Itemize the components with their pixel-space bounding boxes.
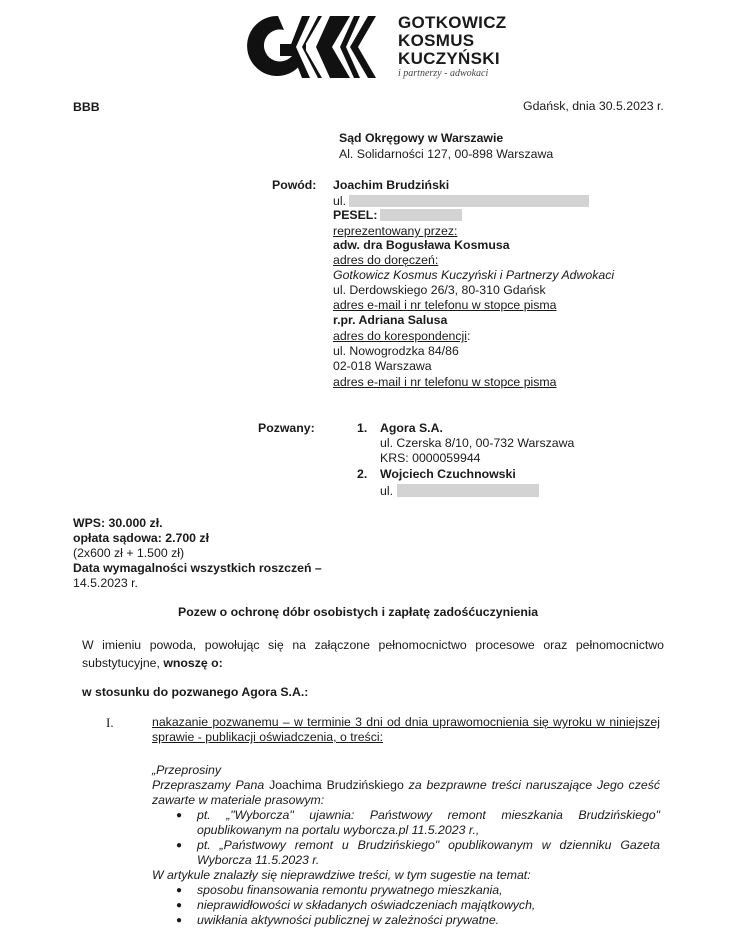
court-fee: opłata sądowa: 2.700 zł [73,531,209,545]
defendant-2-street: ul. [380,484,393,498]
footer-note-1: adres e-mail i nr telefonu w stopce pisma [333,298,557,312]
quote-paragraph-2: W artykule znalazły się nieprawdziwe treści, w tym sugestie na temat: [152,868,531,882]
correspondence-street: ul. Nowogrodzka 84/86 [333,344,459,358]
defendant-1-number: 1. [357,421,368,435]
intro-text: W imieniu powoda, powołując się na załączone pełnomocnictwo procesowe oraz pełnomocnictwo substytucyjne, [82,638,664,670]
quote-bullet-5: uwikłania aktywności publicznej w zależności prywatne. [197,913,500,927]
case-reference: BBB [73,100,100,114]
represented-by: reprezentowany przez: [333,224,458,238]
quote-bullet-1: pt. „"Wyborcza" ujawnia: Państwowy remont mieszkania Brudzińskiego" opublikowanym na portalu wyborcza.pl 11.5.2023 r., [197,808,660,837]
correspondence-city: 02-018 Warszawa [333,359,432,373]
bullet-5-marker: ● [176,915,183,926]
correspondence-colon: : [467,329,471,343]
quote-paragraph-1 [152,778,660,808]
defendant-1-name: Agora S.A. [380,421,443,435]
place-date: Gdańsk, dnia 30.5.2023 r. [523,99,664,113]
court-name: Sąd Okręgowy w Warszawie [339,131,504,145]
bullet-4-marker: ● [176,900,183,911]
quote-p1-name: Joachima Brudzińskiego [269,778,404,792]
attorney-1: adw. dra Bogusława Kosmusa [333,238,510,252]
item-1-text: nakazanie pozwanemu – w terminie 3 dni od dnia uprawomocnienia się wyroku w niniejszej sprawie - publikacji oświadczenia, o treści: [152,715,660,744]
defendant-1-address: ul. Czerska 8/10, 00-732 Warszawa [380,436,575,450]
redacted-defendant-address [397,484,539,497]
redacted-pesel [380,209,462,221]
logo-firm-line1: GOTKOWICZ [398,13,507,32]
document-title: Pozew o ochronę dóbr osobistych i zapłatę zadośćuczynienia [178,605,539,619]
bullet-3-marker: ● [176,885,183,896]
fee-calculation: (2x600 zł + 1.500 zł) [73,546,185,560]
logo-firm-line2: KOSMUS [398,31,475,50]
wps-value: WPS: 30.000 zł. [73,516,163,530]
due-date: 14.5.2023 r. [73,576,138,590]
correspondence-label-row [333,329,470,343]
delivery-address-label: adres do doręczeń: [333,253,439,267]
logo-firm-subtitle: i partnerzy - adwokaci [398,68,489,79]
plaintiff-street: ul. [333,194,346,208]
quote-p1-post: za bezprawne treści naruszające Jego cześć zawarte w materiale prasowym: [152,778,660,807]
plaintiff-label: Powód: [272,178,317,192]
court-address: Al. Solidarności 127, 00-898 Warszawa [339,147,554,161]
intro-request: wnoszę o: [163,656,223,670]
law-firm-name: Gotkowicz Kosmus Kuczyński i Partnerzy Adwokaci [333,268,615,282]
attorney-2: r.pr. Adriana Salusa [333,313,448,327]
defendant-label: Pozwany: [258,421,315,435]
pesel-label: PESEL: [333,208,378,222]
quote-bullet-2: pt. „Państwowy remont u Brudzińskiego" opublikowanym w dzienniku Gazeta Wyborcza 11.5.2023 r. [197,838,660,867]
logo-firm-line3: KUCZYŃSKI [398,49,500,68]
footer-note-2: adres e-mail i nr telefonu w stopce pisma [333,375,557,389]
quote-open: „Przeprosiny [152,763,222,777]
law-firm-address: ul. Derdowskiego 26/3, 80-310 Gdańsk [333,283,546,297]
intro-paragraph [82,636,664,672]
defendant-2-number: 2. [357,467,368,481]
plaintiff-name: Joachim Brudziński [333,178,450,192]
quote-p1-pre: Przepraszamy Pana [152,778,270,792]
defendant-1-krs: KRS: 0000059944 [380,451,481,465]
redacted-street [349,195,589,207]
correspondence-label: adres do korespondencji [333,329,467,343]
item-1-number: I. [106,715,114,730]
due-date-label: Data wymagalności wszystkich roszczeń – [73,561,322,575]
bullet-2-marker: ● [176,840,183,851]
logo-mark-icon [244,14,384,80]
bullet-1-marker: ● [176,810,183,821]
quote-bullet-4: nieprawidłowości w składanych oświadczeniach majątkowych, [197,898,536,912]
quote-bullet-3: sposobu finansowania remontu prywatnego mieszkania, [197,883,503,897]
defendant-2-name: Wojciech Czuchnowski [380,467,516,481]
section-title: w stosunku do pozwanego Agora S.A.: [82,685,309,699]
firm-logo [244,14,384,80]
